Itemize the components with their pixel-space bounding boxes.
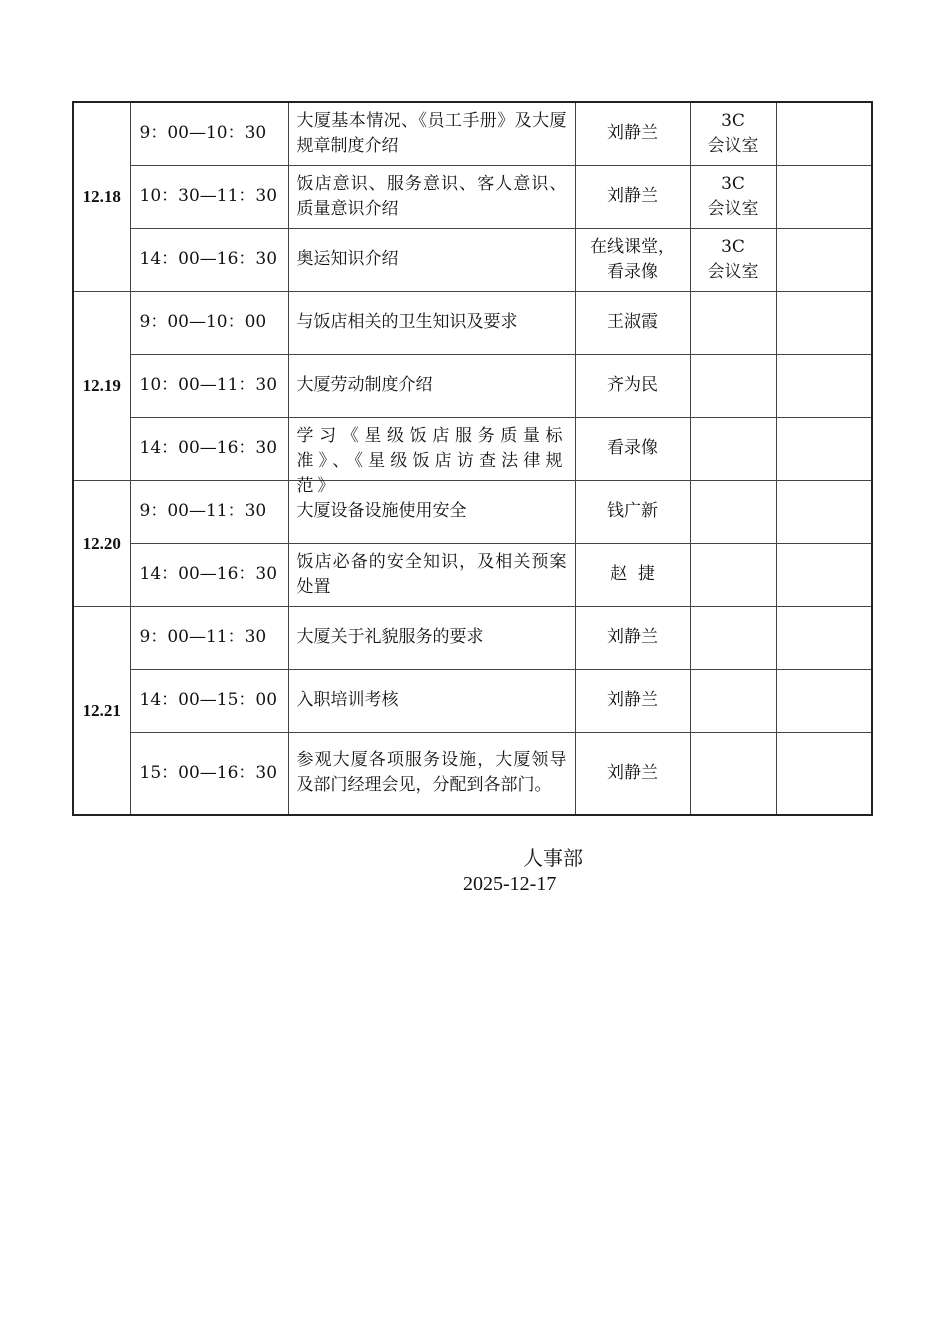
remark-cell — [776, 417, 872, 480]
content-cell — [288, 669, 575, 732]
remark-cell — [776, 480, 872, 543]
content-cell — [288, 732, 575, 815]
content-text: 与饭店相关的卫生知识及要求 — [296, 312, 518, 332]
location-cell — [690, 543, 776, 606]
teacher-cell: 刘静兰 — [575, 102, 690, 165]
content-text: 大厦劳动制度介绍 — [296, 375, 433, 395]
location-cell — [690, 228, 776, 291]
remark-cell — [776, 228, 872, 291]
table-row — [73, 732, 872, 815]
teacher-cell — [575, 228, 690, 291]
table-row — [73, 480, 872, 543]
content-cell — [288, 417, 575, 496]
content-text: 饭店必备的安全知识，及相关预案处置 — [296, 551, 567, 597]
time-cell: 15：00—16：30 — [130, 732, 288, 815]
table-row — [73, 606, 872, 669]
remark-cell — [776, 165, 872, 228]
location-cell — [690, 606, 776, 669]
content-text: 参观大厦各项服务设施，大厦领导及部门经理会见，分配到各部门。 — [296, 750, 567, 796]
time-cell: 9：00—11：30 — [130, 606, 288, 669]
location-cell — [690, 291, 776, 354]
teacher-line1: 在线课堂， — [590, 236, 675, 257]
teacher-cell: 齐为民 — [575, 354, 690, 417]
content-cell — [288, 228, 575, 291]
issuing-department: 人事部 — [523, 846, 583, 870]
teacher-cell: 刘静兰 — [575, 669, 690, 732]
location-cell — [690, 165, 776, 228]
remark-cell — [776, 732, 872, 815]
teacher-cell: 刘静兰 — [575, 606, 690, 669]
time-cell: 10：00—11：30 — [130, 354, 288, 417]
table-row — [73, 669, 872, 732]
location-line2: 会议室 — [707, 261, 759, 282]
location-cell — [690, 480, 776, 543]
location-cell — [690, 669, 776, 732]
content-cell — [288, 165, 575, 228]
location-line1: 3C — [721, 236, 745, 257]
time-cell: 9：00—11：30 — [130, 480, 288, 543]
time-cell: 14：00—16：30 — [130, 228, 288, 291]
content-text: 大厦基本情况、《员工手册》及大厦规章制度介绍 — [296, 110, 567, 156]
table-row — [73, 354, 872, 417]
teacher-cell: 钱广新 — [575, 480, 690, 543]
content-text: 学习《星级饭店服务质量标准》、《星级饭店访查法律规范》 — [296, 425, 567, 496]
content-text: 大厦设备设施使用安全 — [296, 501, 467, 521]
table-row — [73, 228, 872, 291]
remark-cell — [776, 291, 872, 354]
content-cell — [288, 102, 575, 165]
table-row — [73, 417, 872, 480]
table-row — [73, 165, 872, 228]
time-cell: 14：00—15：00 — [130, 669, 288, 732]
date-cell: 12.19 — [73, 291, 130, 480]
content-cell — [288, 354, 575, 417]
remark-cell — [776, 354, 872, 417]
issue-date: 2025-12-17 — [463, 873, 557, 895]
remark-cell — [776, 669, 872, 732]
content-text: 大厦关于礼貌服务的要求 — [296, 627, 484, 647]
time-cell: 10：30—11：30 — [130, 165, 288, 228]
content-cell — [288, 606, 575, 669]
location-cell — [690, 354, 776, 417]
time-cell: 9：00—10：00 — [130, 291, 288, 354]
content-cell — [288, 291, 575, 354]
remark-cell — [776, 102, 872, 165]
date-cell: 12.21 — [73, 606, 130, 815]
table-row — [73, 291, 872, 354]
teacher-cell: 王淑霞 — [575, 291, 690, 354]
date-cell: 12.18 — [73, 102, 130, 291]
teacher-cell: 赵 捷 — [575, 543, 690, 606]
remark-cell — [776, 606, 872, 669]
teacher-cell: 刘静兰 — [575, 165, 690, 228]
content-text: 入职培训考核 — [296, 690, 399, 710]
teacher-cell: 刘静兰 — [575, 732, 690, 815]
location-line1: 3C — [721, 173, 745, 194]
location-line2: 会议室 — [707, 198, 759, 219]
time-cell: 14：00—16：30 — [130, 543, 288, 606]
location-line1: 3C — [721, 110, 745, 131]
time-cell: 14：00—16：30 — [130, 417, 288, 480]
location-cell — [690, 102, 776, 165]
location-cell — [690, 732, 776, 815]
teacher-line2: 看录像 — [607, 261, 658, 282]
location-line2: 会议室 — [707, 135, 759, 156]
content-text: 饭店意识、服务意识、客人意识、质量意识介绍 — [296, 173, 567, 219]
table-row — [73, 102, 872, 165]
training-schedule-table — [72, 101, 873, 816]
date-cell: 12.20 — [73, 480, 130, 606]
time-cell: 9：00—10：30 — [130, 102, 288, 165]
teacher-cell: 看录像 — [575, 417, 690, 480]
content-cell — [288, 543, 575, 606]
content-text: 奥运知识介绍 — [296, 249, 399, 269]
remark-cell — [776, 543, 872, 606]
location-cell — [690, 417, 776, 480]
table-row — [73, 543, 872, 606]
